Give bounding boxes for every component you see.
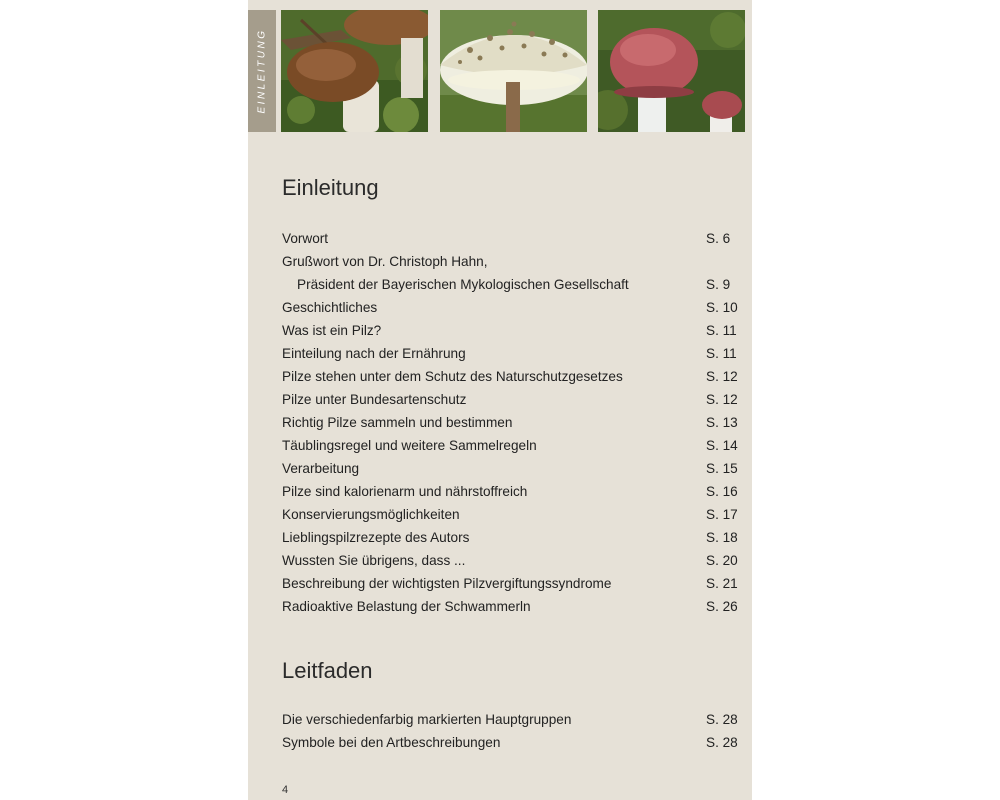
toc-entry-page: S. 10 — [706, 300, 738, 315]
red-cap-mushroom-photo — [598, 10, 745, 132]
toc-entry-title: Geschichtliches — [282, 300, 378, 315]
toc-entry-title: Täublingsregel und weitere Sammelregeln — [282, 438, 537, 453]
toc-entry-page: S. 9 — [706, 277, 731, 292]
page-number: 4 — [282, 784, 289, 796]
toc-entry-page: S. 28 — [706, 735, 738, 750]
toc-entry-page: S. 14 — [706, 438, 738, 453]
toc-entry[interactable] — [282, 480, 737, 503]
toc-entry-page: S. 11 — [706, 323, 737, 338]
toc-entry[interactable] — [282, 549, 737, 572]
toc-einleitung — [282, 227, 737, 618]
toc-entry-page: S. 6 — [706, 231, 731, 246]
section-title-leitfaden: Leitfaden — [282, 658, 373, 683]
toc-entry[interactable] — [282, 411, 737, 434]
section-title-einleitung: Einleitung — [282, 175, 379, 200]
section-tab-label: EINLEITUNG — [256, 28, 268, 114]
toc-entry[interactable] — [282, 365, 737, 388]
toc-entry-title: Die verschiedenfarbig markierten Hauptgruppen — [282, 712, 572, 727]
toc-entry[interactable] — [282, 503, 737, 526]
toc-entry-page: S. 13 — [706, 415, 738, 430]
toc-entry[interactable] — [282, 296, 737, 319]
toc-entry[interactable] — [282, 572, 737, 595]
toc-entry[interactable] — [282, 708, 737, 731]
toc-entry-title: Konservierungsmöglichkeiten — [282, 507, 460, 522]
parasol-mushroom-photo — [440, 10, 587, 132]
toc-entry-title: Lieblingspilzrezepte des Autors — [282, 530, 470, 545]
toc-entry-title: Verarbeitung — [282, 461, 360, 476]
toc-entry-title: Wussten Sie übrigens, dass ... — [282, 553, 466, 568]
toc-entry-page: S. 21 — [706, 576, 738, 591]
toc-entry-page: S. 12 — [706, 369, 738, 384]
toc-entry-page: S. 28 — [706, 712, 738, 727]
toc-entry-title: Präsident der Bayerischen Mykologischen Gesellschaft — [297, 277, 629, 292]
toc-entry-page: S. 18 — [706, 530, 738, 545]
toc-entry[interactable] — [282, 319, 737, 342]
toc-entry-title: Vorwort — [282, 231, 329, 246]
toc-entry-page: S. 20 — [706, 553, 738, 568]
toc-entry[interactable] — [282, 526, 737, 549]
toc-entry-page: S. 16 — [706, 484, 738, 499]
toc-entry-title: Einteilung nach der Ernährung — [282, 346, 466, 361]
toc-entry[interactable] — [282, 388, 737, 411]
toc-entry-title: Pilze unter Bundesartenschutz — [282, 392, 467, 407]
toc-entry[interactable] — [282, 595, 737, 618]
toc-entry-title: Pilze sind kalorienarm und nährstoffreich — [282, 484, 528, 499]
toc-entry[interactable] — [282, 250, 737, 273]
toc-entry[interactable] — [282, 342, 737, 365]
toc-entry-title: Radioaktive Belastung der Schwammerln — [282, 599, 531, 614]
toc-entry-title: Beschreibung der wichtigsten Pilzvergiftungssyndrome — [282, 576, 612, 591]
toc-entry-title: Was ist ein Pilz? — [282, 323, 382, 338]
toc-entry-title: Grußwort von Dr. Christoph Hahn, — [282, 254, 488, 269]
toc-entry-title: Symbole bei den Artbeschreibungen — [282, 735, 501, 750]
toc-entry[interactable] — [282, 227, 737, 250]
toc-entry-title: Richtig Pilze sammeln und bestimmen — [282, 415, 513, 430]
boletus-mushroom-photo — [281, 10, 428, 132]
toc-entry-page: S. 11 — [706, 346, 737, 361]
section-tab — [248, 10, 276, 132]
toc-leitfaden — [282, 708, 737, 754]
book-page — [248, 0, 752, 800]
toc-entry-title: Pilze stehen unter dem Schutz des Naturschutzgesetzes — [282, 369, 623, 384]
toc-entry[interactable] — [282, 457, 737, 480]
toc-entry-page: S. 12 — [706, 392, 738, 407]
toc-entry[interactable] — [282, 434, 737, 457]
toc-entry-page: S. 17 — [706, 507, 738, 522]
toc-entry-page: S. 26 — [706, 599, 738, 614]
toc-entry[interactable] — [282, 273, 737, 296]
toc-entry-page: S. 15 — [706, 461, 738, 476]
toc-entry[interactable] — [282, 731, 737, 754]
